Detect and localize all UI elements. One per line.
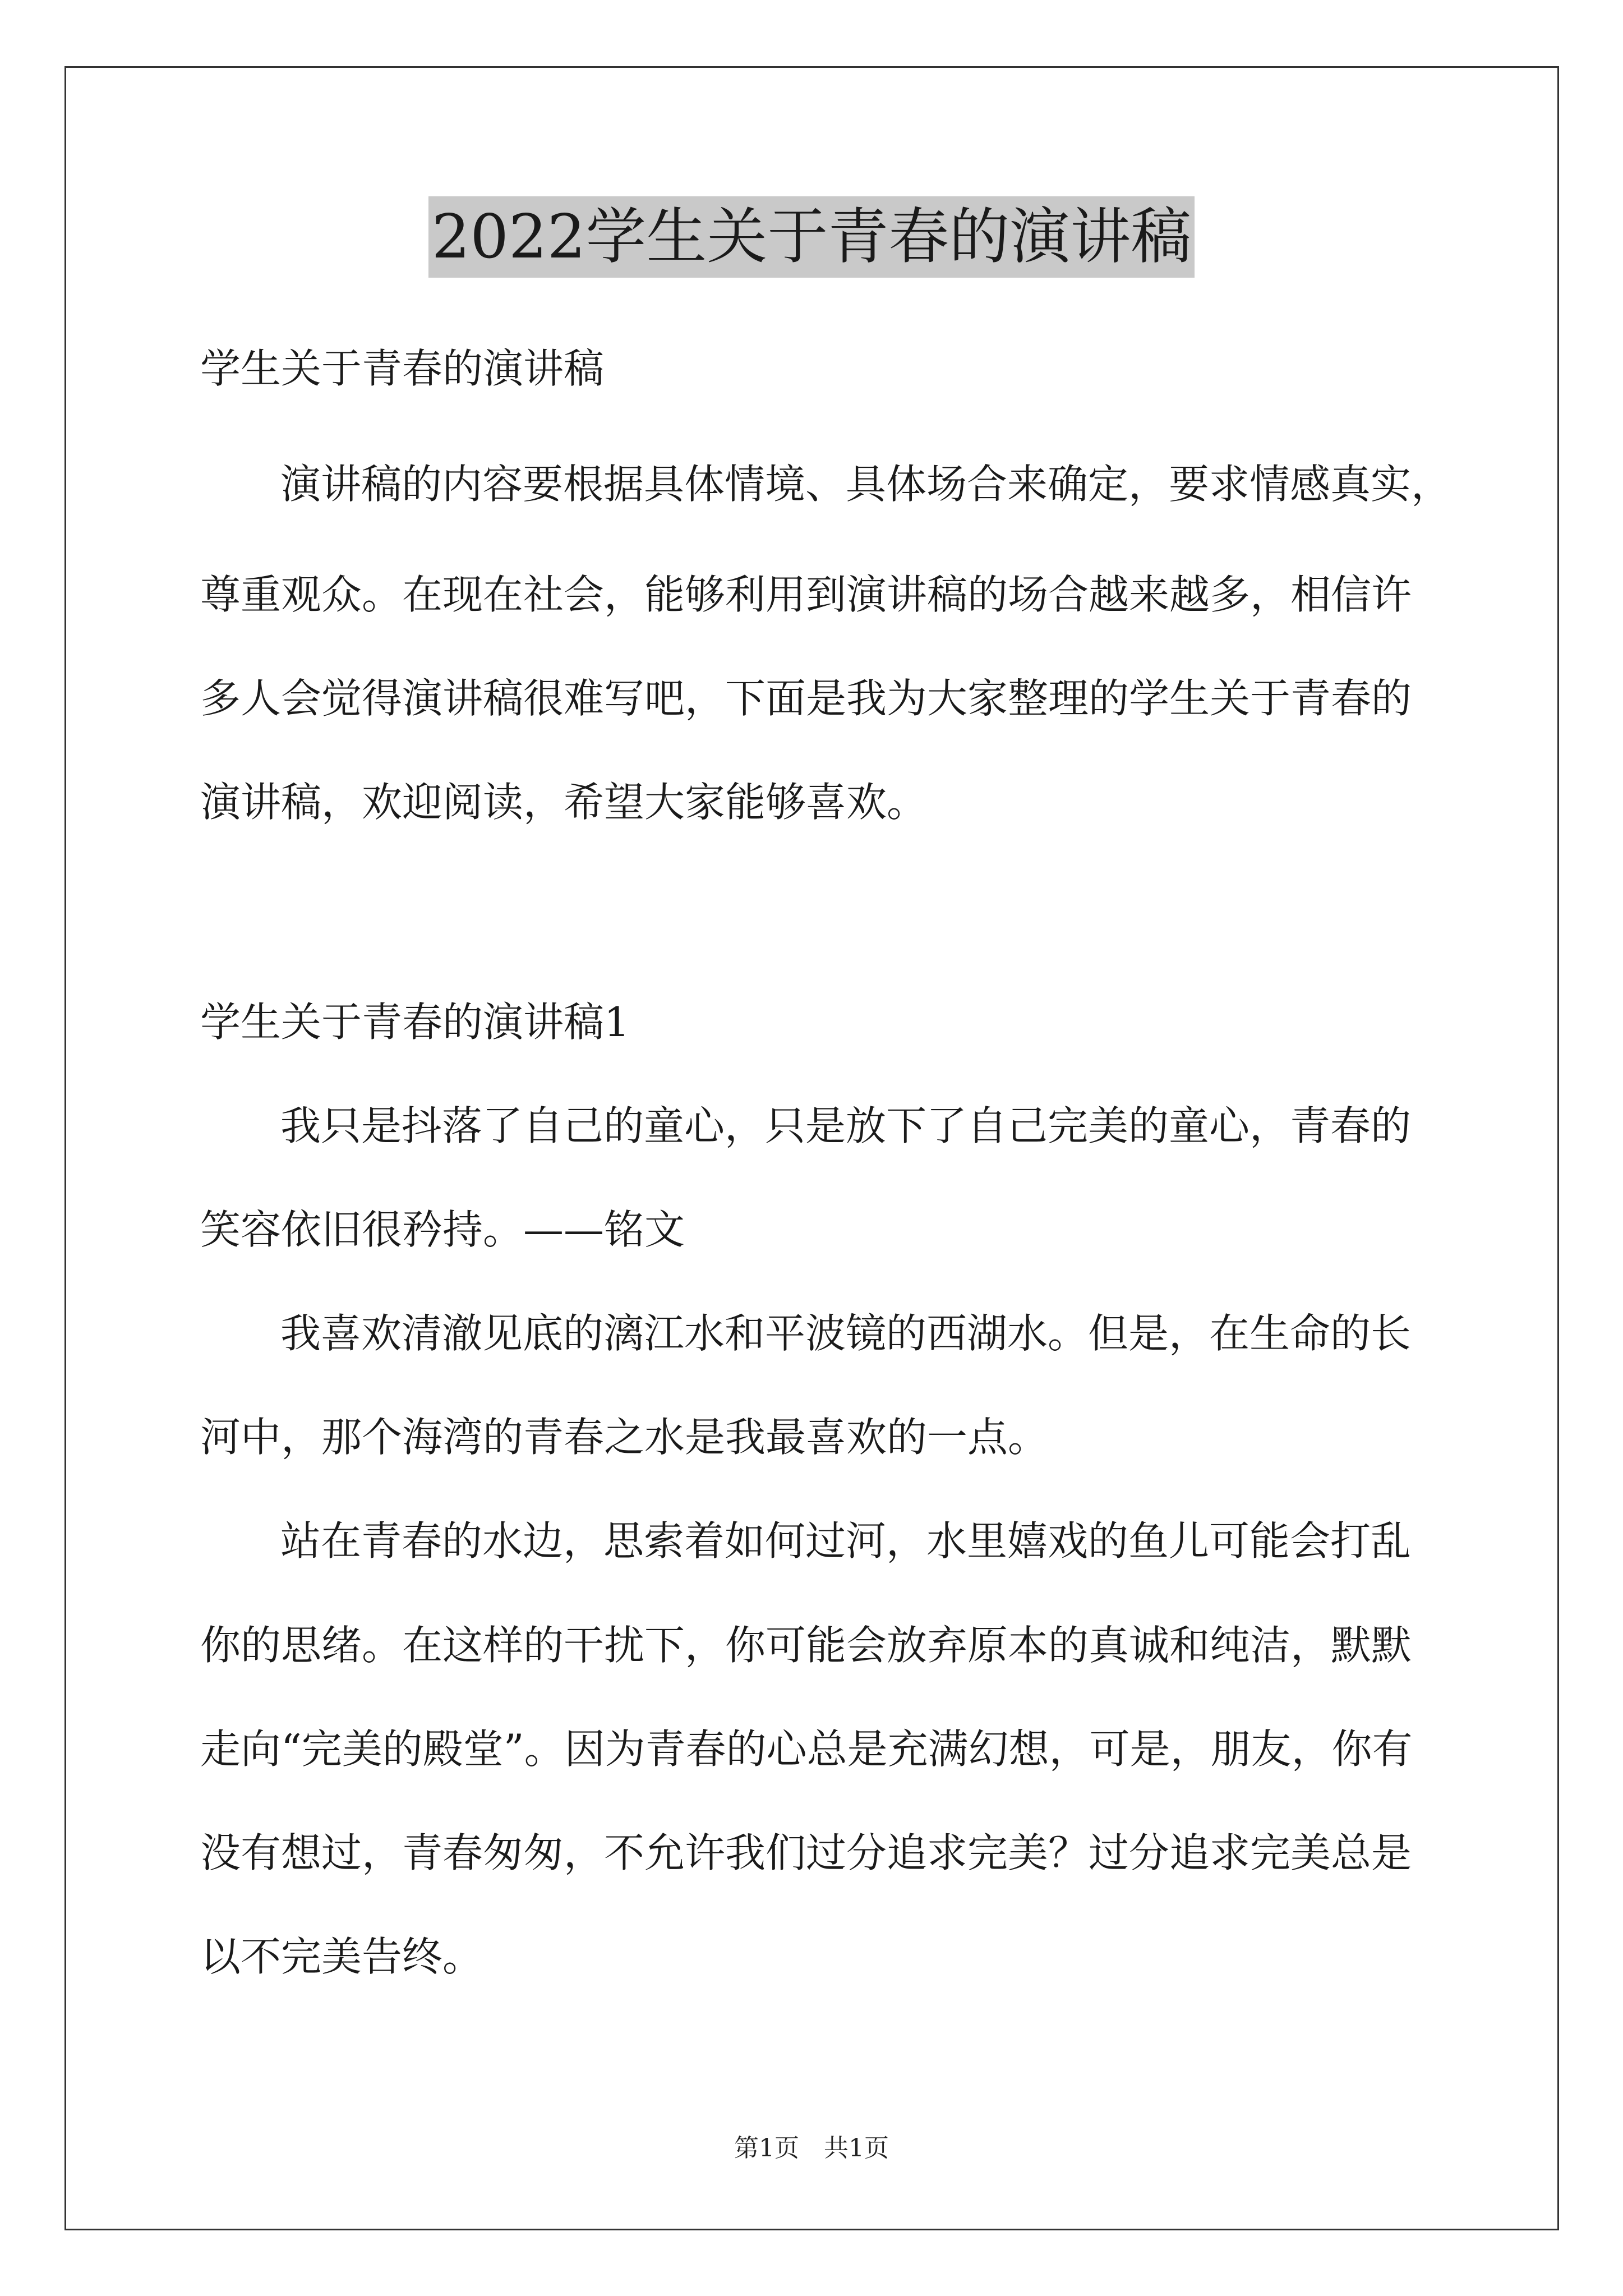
- paragraph-line: 尊重观众。在现在社会，能够利用到演讲稿的场合越来越多，相信许: [200, 571, 1412, 618]
- paragraph-line: 你的思绪。在这样的干扰下，你可能会放弃原本的真诚和纯洁，默默: [200, 1622, 1412, 1669]
- paragraph-line: 河中，那个海湾的青春之水是我最喜欢的一点。: [200, 1414, 1049, 1461]
- page-number-footer: 第1页 共1页: [734, 2134, 889, 2162]
- paragraph-line: 我喜欢清澈见底的漓江水和平波镜的西湖水。但是，在生命的长: [280, 1310, 1412, 1357]
- section-heading: 学生关于青春的演讲稿: [200, 345, 605, 392]
- paragraph-line: 笑容依旧很矜持。——铭文: [200, 1206, 685, 1253]
- paragraph-line: 站在青春的水边，思索着如何过河，水里嬉戏的鱼儿可能会打乱: [280, 1517, 1412, 1565]
- paragraph-line: 走向“完美的殿堂”。因为青春的心总是充满幻想，可是，朋友，你有: [200, 1726, 1413, 1773]
- paragraph-line: 演讲稿，欢迎阅读，希望大家能够喜欢。: [200, 779, 928, 826]
- paragraph-line: 我只是抖落了自己的童心，只是放下了自己完美的童心，青春的: [280, 1102, 1412, 1149]
- document-title: 2022学生关于青春的演讲稿: [428, 196, 1195, 278]
- paragraph-line: 以不完美告终。: [200, 1933, 483, 1980]
- title-container: [0, 196, 1623, 278]
- paragraph-line: 演讲稿的内容要根据具体情境、具体场合来确定，要求情感真实，: [280, 461, 1452, 508]
- paragraph-line: 多人会觉得演讲稿很难写吧，下面是我为大家整理的学生关于青春的: [200, 675, 1412, 722]
- paragraph-line: 没有想过，青春匆匆，不允许我们过分追求完美？过分追求完美总是: [200, 1829, 1412, 1876]
- section-heading: 学生关于青春的演讲稿1: [200, 999, 630, 1046]
